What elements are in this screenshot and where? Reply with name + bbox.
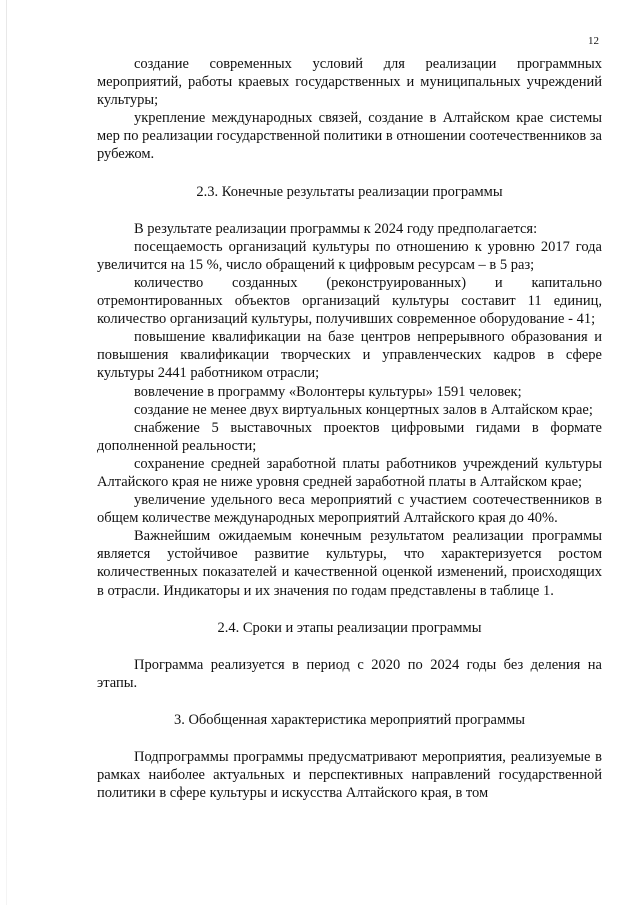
paragraph: создание современных условий для реализации программных мероприятий, работы краевых государственных и муниципальных учреждений культуры; <box>97 56 602 109</box>
document-body <box>97 55 602 802</box>
list-item: посещаемость организаций культуры по отношению к уровню 2017 года увеличится на 15 %, число обращений к цифровым ресурсам – в 5 раз; <box>97 238 602 273</box>
section-heading: 3. Обобщенная характеристика мероприятий программы <box>173 711 526 728</box>
list-item: увеличение удельного веса мероприятий с участием соотечественников в общем количестве международных мероприятий Алтайского края до 40%. <box>97 492 602 527</box>
paragraph: Программа реализуется в период с 2020 по 2024 годы без деления на этапы. <box>97 656 602 691</box>
scan-edge <box>6 0 7 905</box>
paragraph: Подпрограммы программы предусматривают мероприятия, реализуемые в рамках наиболее актуальных и перспективных направлений государственной политики в сфере культуры и искусства Алтайского края, в том <box>97 749 602 802</box>
section-heading: 2.3. Конечные результаты реализации программы <box>196 183 503 200</box>
list-item: сохранение средней заработной платы работников учреждений культуры Алтайского края не ниже уровня средней заработной платы в Алтайском крае; <box>97 455 602 490</box>
paragraph: Важнейшим ожидаемым конечным результатом реализации программы является устойчивое развитие культуры, что характеризуется ростом количественных показателей и качественной оценкой изменений, происходящих в отрасли. Индикаторы и их значения по годам представлены в таблице 1. <box>97 528 602 599</box>
list-item: вовлечение в программу «Волонтеры культуры» 1591 человек; <box>134 383 522 400</box>
list-item: снабжение 5 выставочных проектов цифровыми гидами в формате дополненной реальности; <box>97 419 602 454</box>
paragraph: укрепление международных связей, создание в Алтайском крае системы мер по реализации государственной политики в отношении соотечественников за рубежом. <box>97 110 602 163</box>
list-item: повышение квалификации на базе центров непрерывного образования и повышения квалификации творческих и управленческих кадров в сфере культуры 2441 работником отрасли; <box>97 329 602 382</box>
paragraph: В результате реализации программы к 2024 году предполагается: <box>134 220 538 237</box>
list-item: создание не менее двух виртуальных концертных залов в Алтайском крае; <box>134 401 593 418</box>
list-item: количество созданных (реконструированных) и капитально отремонтированных объектов организаций культуры составит 11 единиц, количество организаций культуры, получивших современное оборудование - 41; <box>97 274 602 328</box>
section-heading: 2.4. Сроки и этапы реализации программы <box>217 619 482 636</box>
page-number: 12 <box>588 35 599 47</box>
